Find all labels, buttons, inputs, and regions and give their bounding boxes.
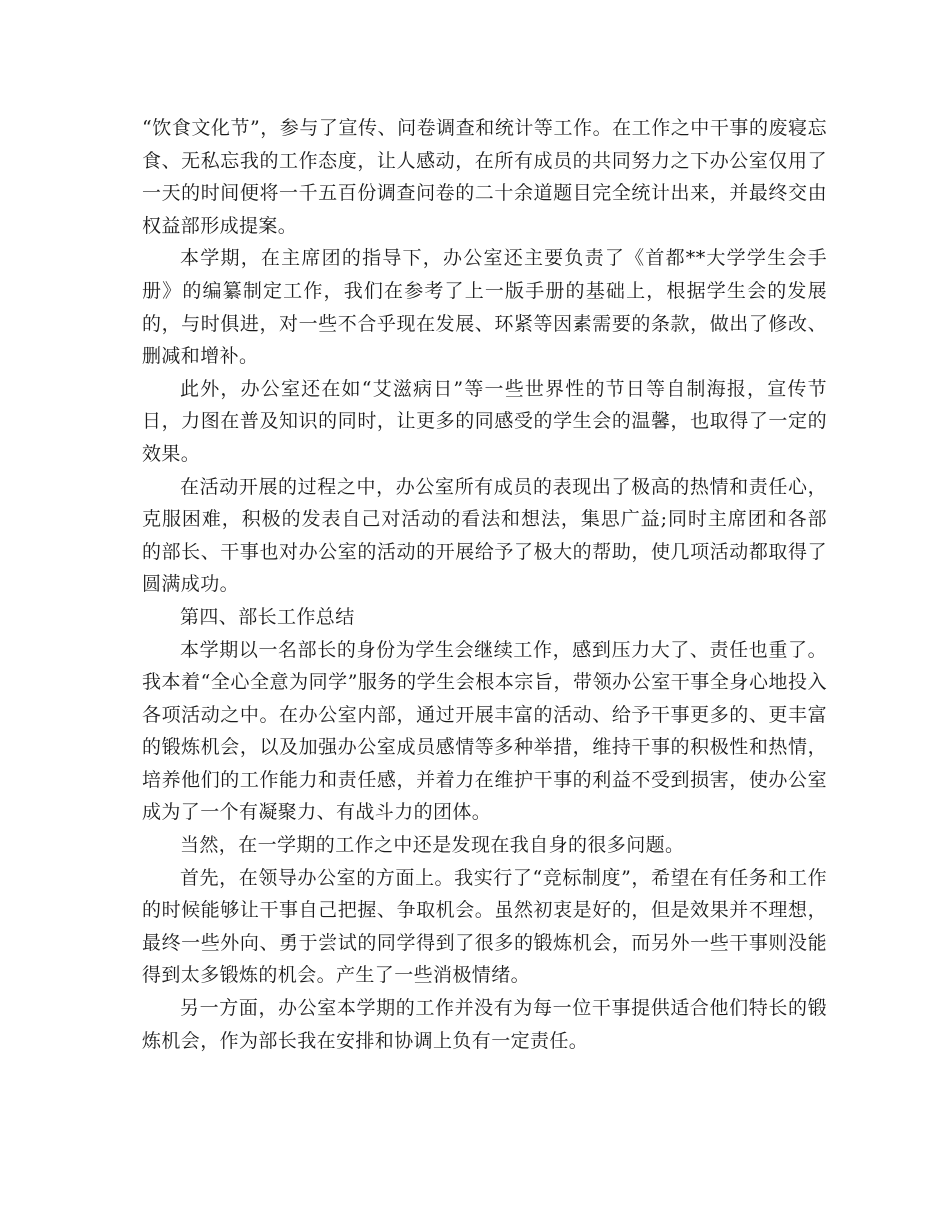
document-body — [142, 112, 827, 1057]
paragraph-minister-work: 本学期以一名部长的身份为学生会继续工作，感到压力大了、责任也重了。我本着“全心全意为同学”服务的学生会根本宗旨，带领办公室干事全身心地投入各项活动之中。在办公室内部，通过开展丰富的活动、给予干事更多的、更丰富的锻炼机会，以及加强办公室成员感情等多种举措，维持干事的积极性和热情，培养他们的工作能力和责任感，并着力在维护干事的利益不受到损害，使办公室成为了一个有凝聚力、有战斗力的团体。 — [142, 638, 827, 824]
paragraph-problems-intro: 当然，在一学期的工作之中还是发现在我自身的很多问题。 — [180, 834, 685, 857]
paragraph-teamwork: 在活动开展的过程之中，办公室所有成员的表现出了极高的热情和责任心，克服困难，积极的发表自己对活动的看法和想法，集思广益;同时主席团和各部的部长、干事也对办公室的活动的开展给予了极大的帮助，使几项活动都取得了圆满成功。 — [142, 475, 827, 596]
section-heading-minister-summary: 第四、部长工作总结 — [180, 605, 355, 628]
paragraph-bidding-system: 首先，在领导办公室的方面上。我实行了“竞标制度”，希望在有任务和工作的时候能够让干事自己把握、争取机会。虽然初衷是好的，但是效果并不理想，最终一些外向、勇于尝试的同学得到了很多的锻炼机会，而另外一些干事则没能得到太多锻炼的机会。产生了一些消极情绪。 — [142, 866, 827, 987]
paragraph-other-aspect: 另一方面，办公室本学期的工作并没有为每一位干事提供适合他们特长的锻炼机会，作为部长我在安排和协调上负有一定责任。 — [142, 997, 827, 1052]
paragraph-food-festival: “饮食文化节”，参与了宣传、问卷调查和统计等工作。在工作之中干事的废寝忘食、无私忘我的工作态度，让人感动，在所有成员的共同努力之下办公室仅用了一天的时间便将一千五百份调查问卷的二十余道题目完全统计出来，并最终交由权益部形成提案。 — [142, 117, 827, 237]
paragraph-handbook: 本学期，在主席团的指导下，办公室还主要负责了《首都**大学学生会手册》的编纂制定工作，我们在参考了上一版手册的基础上，根据学生会的发展的，与时俱进，对一些不合乎现在发展、环紧等因素需要的条款，做出了修改、删减和增补。 — [142, 247, 827, 368]
paragraph-posters: 此外，办公室还在如“艾滋病日”等一些世界性的节日等自制海报，宣传节日，力图在普及知识的同时，让更多的同感受的学生会的温馨，也取得了一定的效果。 — [142, 377, 827, 465]
